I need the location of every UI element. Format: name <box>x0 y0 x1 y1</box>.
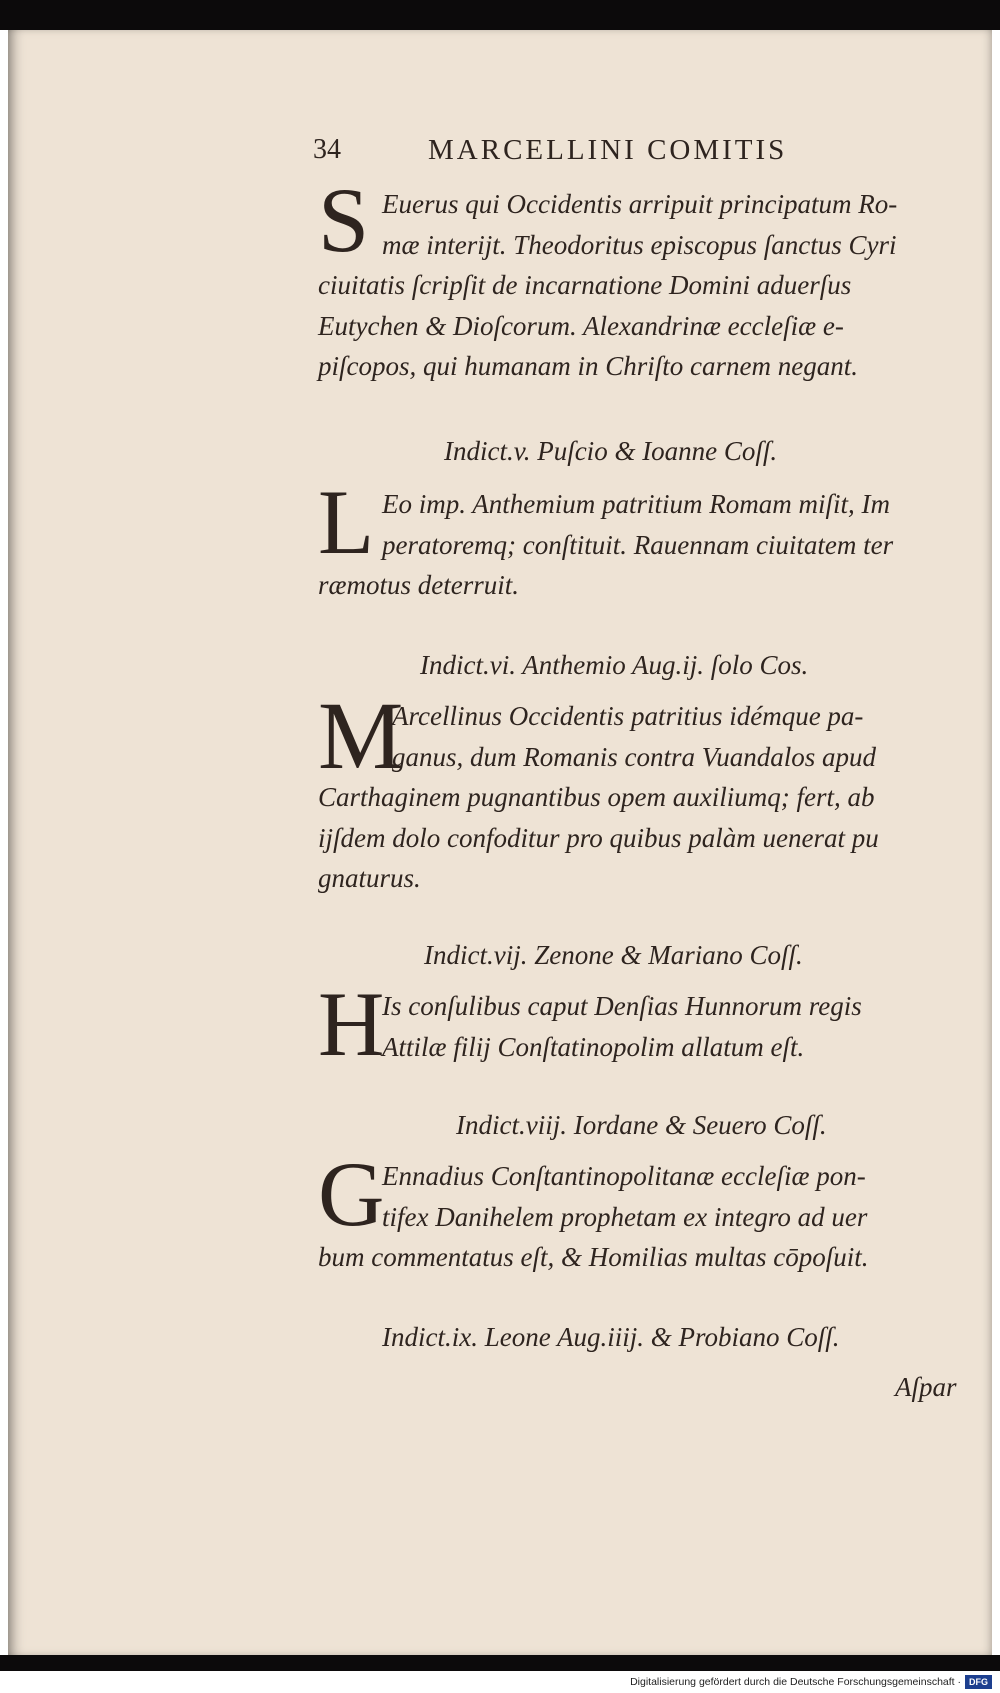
section-heading: Indict.vi. Anthemio Aug.ij. ſolo Cos. <box>420 650 809 680</box>
text-entry <box>318 973 978 1075</box>
drop-cap: G <box>318 1143 385 1245</box>
text-entry <box>318 682 978 899</box>
bottom-border <box>0 1655 1000 1671</box>
text-entry <box>318 471 978 606</box>
text-entry <box>318 1143 978 1278</box>
catchword: Aſpar <box>895 1372 957 1402</box>
drop-cap: M <box>318 682 404 789</box>
section-heading: Indict.ix. Leone Aug.iiij. & Probiano Coſſ. <box>382 1322 840 1352</box>
running-title: MARCELLINI COMITIS <box>428 134 788 166</box>
running-head <box>310 132 920 172</box>
top-border <box>0 0 1000 30</box>
drop-cap: S <box>318 169 370 271</box>
text-entry <box>318 169 978 387</box>
text-line: Eutychen & Dioſcorum. Alexandrinæ eccleſiæ e- <box>318 310 844 341</box>
text-line: Is conſulibus caput Denſias Hunnorum regis <box>382 991 862 1021</box>
drop-cap: H <box>318 973 385 1075</box>
text-line: ræmotus deterruit. <box>318 570 520 600</box>
text-line: Euerus qui Occidentis arripuit principatum Ro- <box>382 189 898 219</box>
text-line: bum commentatus eſt, & Homilias multas cōpoſuit. <box>318 1242 869 1272</box>
footer-text: Digitalisierung gefördert durch die Deutsche Forschungsgemeinschaft · <box>630 1676 961 1688</box>
section-heading: Indict.vij. Zenone & Mariano Coſſ. <box>424 940 803 970</box>
text-line: ijſdem dolo confoditur pro quibus palàm uenerat pu <box>318 822 879 853</box>
text-line: peratoremq; conſtituit. Rauennam ciuitatem ter <box>382 529 894 560</box>
text-line: Arcellinus Occidentis patritius idémque pa- <box>392 701 864 731</box>
text-line: Attilæ filij Conſtatinopolim allatum eſt. <box>382 1031 805 1062</box>
section-heading: Indict.viij. Iordane & Seuero Coſſ. <box>456 1110 827 1140</box>
dfg-logo: DFG <box>965 1675 992 1689</box>
text-line: ganus, dum Romanis contra Vuandalos apud <box>392 741 876 772</box>
text-line: Eo imp. Anthemium patritium Romam miſit, Im <box>382 489 890 519</box>
text-line: Carthaginem pugnantibus opem auxiliumq; fert, ab <box>318 782 875 812</box>
section-heading: Indict.v. Puſcio & Ioanne Coſſ. <box>444 436 778 466</box>
drop-cap: L <box>318 471 375 573</box>
page-number: 34 <box>313 134 341 165</box>
text-line: ciuitatis ſcripſit de incarnatione Domini aduerſus <box>318 270 852 300</box>
digitization-footer <box>630 1673 992 1691</box>
text-line: piſcopos, qui humanam in Chriſto carnem negant. <box>318 351 858 381</box>
text-line: mæ interijt. Theodoritus episcopus ſanctus Cyri <box>382 229 897 260</box>
text-line: tifex Danihelem prophetam ex integro ad uer <box>382 1201 868 1232</box>
text-line: gnaturus. <box>318 863 421 893</box>
text-line: Ennadius Conſtantinopolitanæ eccleſiæ pon- <box>382 1161 866 1191</box>
